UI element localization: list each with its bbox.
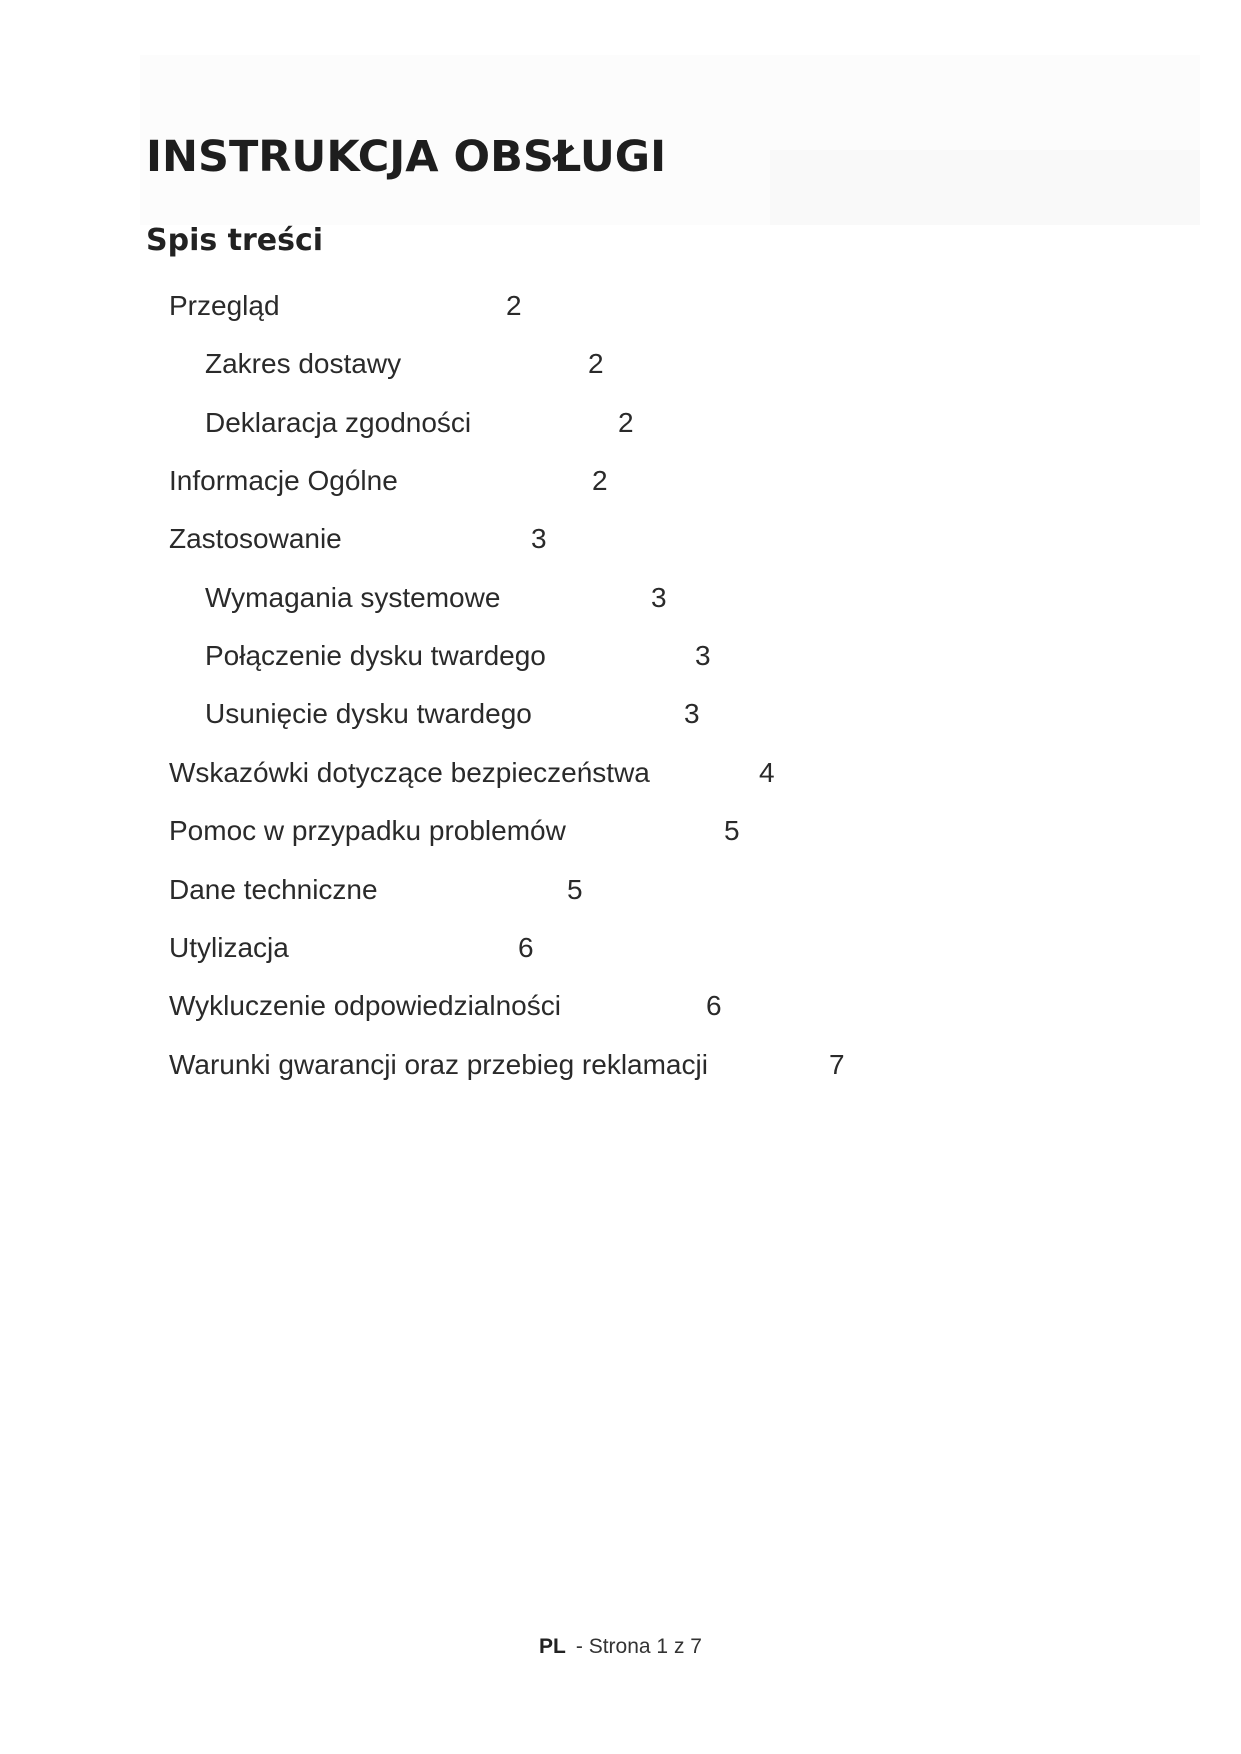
toc-entry-page: 3 — [531, 523, 547, 554]
toc-entry-page: 3 — [651, 582, 667, 613]
toc-entry-label: Przegląd — [169, 290, 280, 321]
toc-entry-page: 7 — [829, 1049, 845, 1080]
toc-entry-page: 2 — [506, 290, 522, 321]
toc-entry-label: Wykluczenie odpowiedzialności — [169, 990, 561, 1021]
toc-entry-page: 6 — [518, 932, 534, 963]
page-footer — [0, 1632, 1241, 1662]
toc-heading: Spis treści — [146, 223, 324, 258]
toc-entry-label: Usunięcie dysku twardego — [205, 698, 532, 729]
toc-entry-label: Dane techniczne — [169, 874, 378, 905]
toc-entry-label: Warunki gwarancji oraz przebieg reklamacji — [169, 1049, 708, 1080]
toc-entry-page: 3 — [684, 698, 700, 729]
document-title: INSTRUKCJA OBSŁUGI — [146, 132, 667, 182]
toc-entry-label: Informacje Ogólne — [169, 465, 398, 496]
toc-entry-label: Utylizacja — [169, 932, 289, 963]
toc-entry-page: 2 — [588, 348, 604, 379]
toc-entry-label: Zakres dostawy — [205, 348, 402, 379]
footer-language: PL — [539, 1635, 566, 1658]
toc-entry-label: Połączenie dysku twardego — [205, 640, 546, 671]
toc-entry-page: 2 — [618, 407, 634, 438]
toc-entry-page: 4 — [759, 757, 775, 788]
toc-entry-label: Zastosowanie — [169, 523, 342, 554]
toc-entry-page: 5 — [567, 874, 583, 905]
toc-entry-label: Wskazówki dotyczące bezpieczeństwa — [169, 757, 650, 788]
toc-entry-page: 6 — [706, 990, 722, 1021]
toc-entry-page: 3 — [695, 640, 711, 671]
toc-entry-page: 2 — [592, 465, 608, 496]
toc-entry-label: Wymagania systemowe — [205, 582, 501, 613]
toc-entry-page: 5 — [724, 815, 740, 846]
toc-entry-label: Deklaracja zgodności — [205, 407, 472, 438]
footer-page-info: - Strona 1 z 7 — [575, 1635, 702, 1658]
toc-entry-label: Pomoc w przypadku problemów — [169, 815, 566, 846]
